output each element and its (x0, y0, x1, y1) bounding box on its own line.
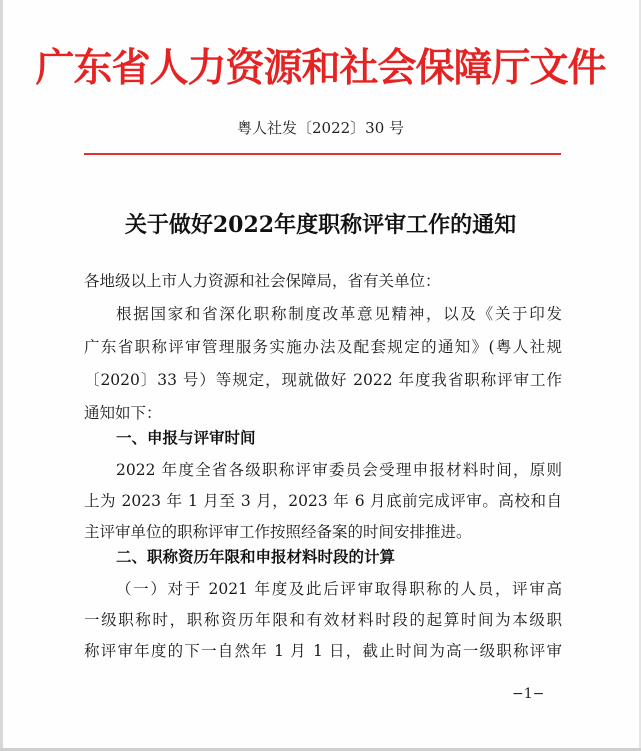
document-title: 关于做好2022年度职称评审工作的通知 (124, 212, 517, 238)
paragraph-1-line-3: 〔2020〕33 号）等规定，现就做好 2022 年度我省职称评审工作 (84, 371, 562, 389)
document-number: 粤人社发〔2022〕30 号 (236, 119, 405, 137)
section-1-line-2: 上为 2023 年 1 月至 3 月，2023 年 6 月底前完成评审。高校和自 (84, 492, 562, 510)
salutation: 各地级以上市人力资源和社会保障局，省有关单位： (84, 272, 441, 290)
issuer-header: 广东省人力资源和社会保障厅文件 (35, 45, 606, 91)
page-number: −1− (512, 686, 545, 702)
section-2-line-2: 一级职称时，职称资历年限和有效材料时段的起算时间为本级职 (84, 611, 562, 629)
page-edge-left (0, 0, 3, 751)
red-separator-rule (84, 153, 561, 155)
paragraph-1-line-1: 根据国家和省深化职称制度改革意见精神，以及《关于印发 (116, 305, 562, 323)
section-1-line-3: 主评审单位的职称评审工作按照经备案的时间安排推进。 (84, 523, 472, 541)
paragraph-1-line-2: 广东省职称评审管理服务实施办法及配套规定的通知》(粤人社规 (84, 338, 562, 356)
section-2-line-1: （一）对于 2021 年度及此后评审取得职称的人员，评审高 (116, 580, 562, 598)
section-1-heading: 一、申报与评审时间 (116, 429, 256, 447)
section-2-line-3: 称评审年度的下一自然年 1 月 1 日，截止时间为高一级职称评审 (84, 642, 562, 660)
paragraph-1-line-4: 通知如下： (84, 404, 162, 422)
section-2-heading: 二、职称资历年限和申报材料时段的计算 (116, 548, 396, 566)
section-1-line-1: 2022 年度全省各级职称评审委员会受理申报材料时间，原则 (116, 461, 562, 479)
